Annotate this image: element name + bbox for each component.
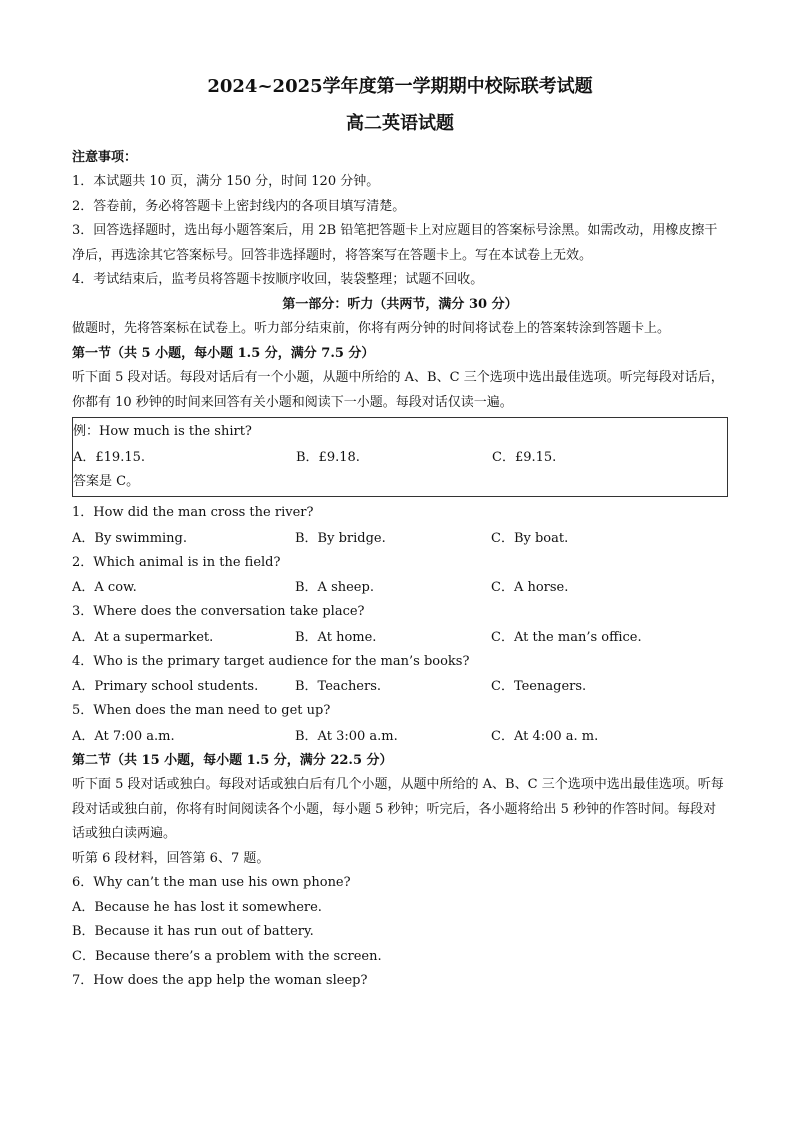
question-options: [72, 674, 728, 699]
question-text: 2．Which animal is in the field?: [72, 554, 281, 570]
question-7: 7．How does the app help the woman sleep?: [72, 973, 368, 988]
question-options: [72, 625, 728, 650]
question-5: [72, 699, 728, 749]
notice-section: [72, 146, 728, 293]
question-text: 4．Who is the primary target audience for the man’s books?: [72, 653, 470, 669]
option-b: B．At 3:00 a.m.: [295, 728, 398, 744]
question-6: [72, 871, 728, 969]
question-1: [72, 501, 728, 551]
example-option-b: B．£9.18.: [296, 449, 360, 465]
option-c: C．At the man’s office.: [491, 629, 642, 645]
exam-page: [72, 60, 728, 994]
notice-item-2: 2．答卷前，务必将答题卡上密封线内的各项目填写清楚。: [72, 198, 406, 214]
option-b: B．A sheep.: [295, 580, 374, 595]
question-text: 6．Why can’t the man use his own phone?: [72, 875, 351, 890]
option-b: B．Teachers.: [295, 679, 382, 694]
option-a: A．By swimming.: [72, 530, 188, 546]
option-c: C．A horse.: [491, 580, 569, 595]
example-question: 例：How much is the shirt?: [73, 424, 252, 439]
section2-heading: 第二节（共 15 小题，每小题 1.5 分，满分 22.5 分）: [72, 752, 393, 768]
question-options: [72, 575, 728, 600]
option-a: A．Because he has lost it somewhere.: [72, 899, 322, 915]
option-b: B．At home.: [295, 629, 377, 645]
option-a: A．At a supermarket.: [72, 629, 214, 645]
option-a: A．Primary school students.: [72, 679, 259, 694]
option-b: B．By bridge.: [295, 530, 386, 546]
material-note: 听第 6 段材料，回答第 6、7 题。: [72, 850, 270, 866]
part1-heading: 第一部分：听力（共两节，满分 30 分）: [282, 296, 518, 312]
question-options: [72, 724, 728, 749]
section2-instructions: 听下面 5 段对话或独白。每段对话或独白后有几个小题，从题中所给的 A、B、C 三个选项中选出最佳选项。听每段对话或独白前，你将有时间阅读各个小题，每小题 5 秒钟；听完后，各小题将给出 5 秒钟的作答时间。每段对话或独白读两遍。: [72, 777, 724, 841]
question-text: 3．Where does the conversation take place?: [72, 604, 365, 619]
notice-label: 注意事项：: [72, 150, 138, 165]
example-option-c: C．£9.15.: [492, 449, 557, 465]
notice-item-3: 3．回答选择题时，选出每小题答案后，用 2B 铅笔把答题卡上对应题目的答案标号涂黑。如需改动，用橡皮擦干净后，再选涂其它答案标号。回答非选择题时，将答案写在答题卡上。写在本试卷上无效。: [72, 223, 718, 263]
question-text: 1．How did the man cross the river?: [72, 505, 314, 520]
part1-intro: 做题时，先将答案标在试卷上。听力部分结束前，你将有两分钟的时间将试卷上的答案转涂到答题卡上。: [72, 321, 671, 336]
example-box: [72, 417, 728, 497]
option-a: A．A cow.: [72, 580, 137, 595]
option-a: A．At 7:00 a.m.: [72, 728, 175, 744]
option-c: C．Teenagers.: [491, 679, 587, 694]
example-options: [73, 445, 727, 470]
example-answer: 答案是 C。: [73, 473, 140, 489]
section1-heading: 第一节（共 5 小题，每小题 1.5 分，满分 7.5 分）: [72, 345, 375, 361]
exam-title: 2024~2025学年度第一学期期中校际联考试题: [207, 76, 593, 97]
question-text: 5．When does the man need to get up?: [72, 703, 331, 718]
option-c: C．By boat.: [491, 530, 569, 546]
example-option-a: A．£19.15.: [73, 449, 146, 465]
notice-item-4: 4．考试结束后，监考员将答题卡按顺序收回，装袋整理；试题不回收。: [72, 272, 484, 287]
notice-item-1: 1．本试题共 10 页，满分 150 分，时间 120 分钟。: [72, 174, 380, 189]
question-2: [72, 551, 728, 601]
question-4: [72, 650, 728, 700]
section1-instructions: 听下面 5 段对话。每段对话后有一个小题，从题中所给的 A、B、C 三个选项中选出最佳选项。听完每段对话后，你都有 10 秒钟的时间来回答有关小题和阅读下一小题。每段对话仅读一遍。: [72, 370, 724, 410]
question-3: [72, 600, 728, 650]
option-c: C．Because there’s a problem with the screen.: [72, 948, 382, 964]
option-b: B．Because it has run out of battery.: [72, 924, 314, 939]
option-c: C．At 4:00 a. m.: [491, 728, 599, 744]
exam-subtitle: 高二英语试题: [346, 113, 454, 134]
question-options: [72, 526, 728, 551]
